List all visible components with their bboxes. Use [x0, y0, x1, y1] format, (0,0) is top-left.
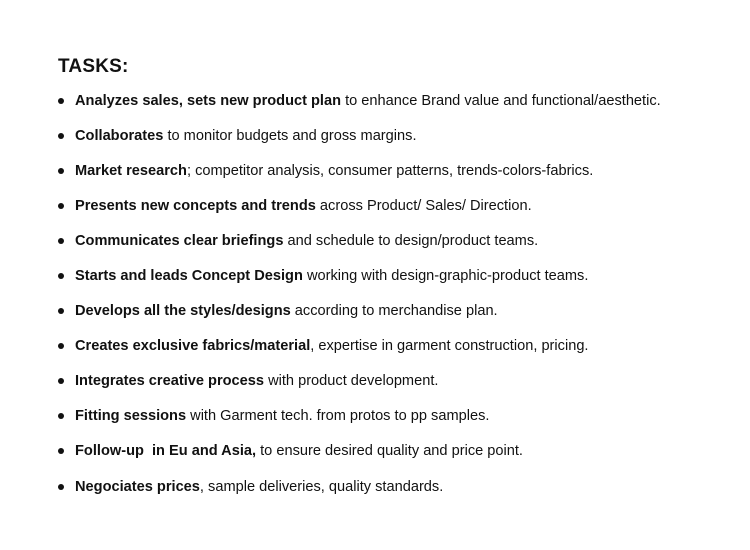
task-text: [75, 230, 538, 252]
task-keyword: Communicates clear briefings: [75, 233, 284, 249]
task-keyword: Analyzes sales, sets new product plan: [75, 93, 342, 109]
task-keyword: Presents new concepts and trends: [75, 198, 316, 214]
bullet-icon: [58, 308, 64, 314]
task-text: [75, 370, 438, 392]
task-keyword: Follow-up in Eu and Asia,: [75, 443, 257, 459]
task-description: ; competitor analysis, consumer patterns, trends-colors-fabrics.: [186, 163, 594, 179]
task-description: to ensure desired quality and price point.: [256, 443, 523, 459]
bullet-icon: [58, 168, 64, 174]
task-text: [75, 335, 589, 357]
task-keyword: Collaborates: [75, 128, 164, 144]
task-text: [75, 125, 417, 147]
task-item: [58, 300, 718, 322]
task-item: [58, 195, 718, 217]
bullet-icon: [58, 98, 64, 104]
task-keyword: Integrates creative process: [75, 373, 265, 389]
task-item: [58, 370, 718, 392]
task-keyword: Market research: [75, 163, 187, 179]
task-item: [58, 265, 718, 287]
task-description: to enhance Brand value and functional/aesthetic.: [341, 93, 661, 109]
task-item: [58, 90, 718, 112]
task-item: [58, 440, 718, 462]
bullet-icon: [58, 378, 64, 384]
task-description: , expertise in garment construction, pricing.: [310, 338, 589, 354]
task-item: [58, 125, 718, 147]
task-description: , sample deliveries, quality standards.: [199, 479, 444, 495]
task-item: [58, 405, 718, 427]
bullet-icon: [58, 238, 64, 244]
task-item: [58, 476, 718, 498]
task-item: [58, 230, 718, 252]
bullet-icon: [58, 203, 64, 209]
task-text: [75, 300, 498, 322]
bullet-icon: [58, 484, 64, 490]
bullet-icon: [58, 448, 64, 454]
task-text: [75, 265, 588, 287]
task-description: with Garment tech. from protos to pp samples.: [186, 408, 490, 424]
task-keyword: Fitting sessions: [75, 408, 187, 424]
task-item: [58, 335, 718, 357]
task-keyword: Develops all the styles/designs: [75, 303, 291, 319]
task-description: to monitor budgets and gross margins.: [163, 128, 417, 144]
task-text: [75, 405, 489, 427]
bullet-icon: [58, 273, 64, 279]
task-keyword: Negociates prices: [75, 479, 200, 495]
task-keyword: Starts and leads Concept Design: [75, 268, 303, 284]
task-description: across Product/ Sales/ Direction.: [315, 198, 532, 214]
task-text: [75, 160, 593, 182]
bullet-icon: [58, 133, 64, 139]
task-item: [58, 160, 718, 182]
task-keyword: Creates exclusive fabrics/material: [75, 338, 311, 354]
task-text: [75, 440, 523, 462]
task-text: [75, 90, 661, 112]
task-description: working with design-graphic-product teams.: [302, 268, 589, 284]
task-description: with product development.: [264, 373, 439, 389]
task-text: [75, 195, 532, 217]
bullet-icon: [58, 413, 64, 419]
bullet-icon: [58, 343, 64, 349]
page-title: TASKS:: [58, 56, 129, 77]
task-description: and schedule to design/product teams.: [283, 233, 539, 249]
task-text: [75, 476, 443, 498]
task-description: according to merchandise plan.: [290, 303, 498, 319]
